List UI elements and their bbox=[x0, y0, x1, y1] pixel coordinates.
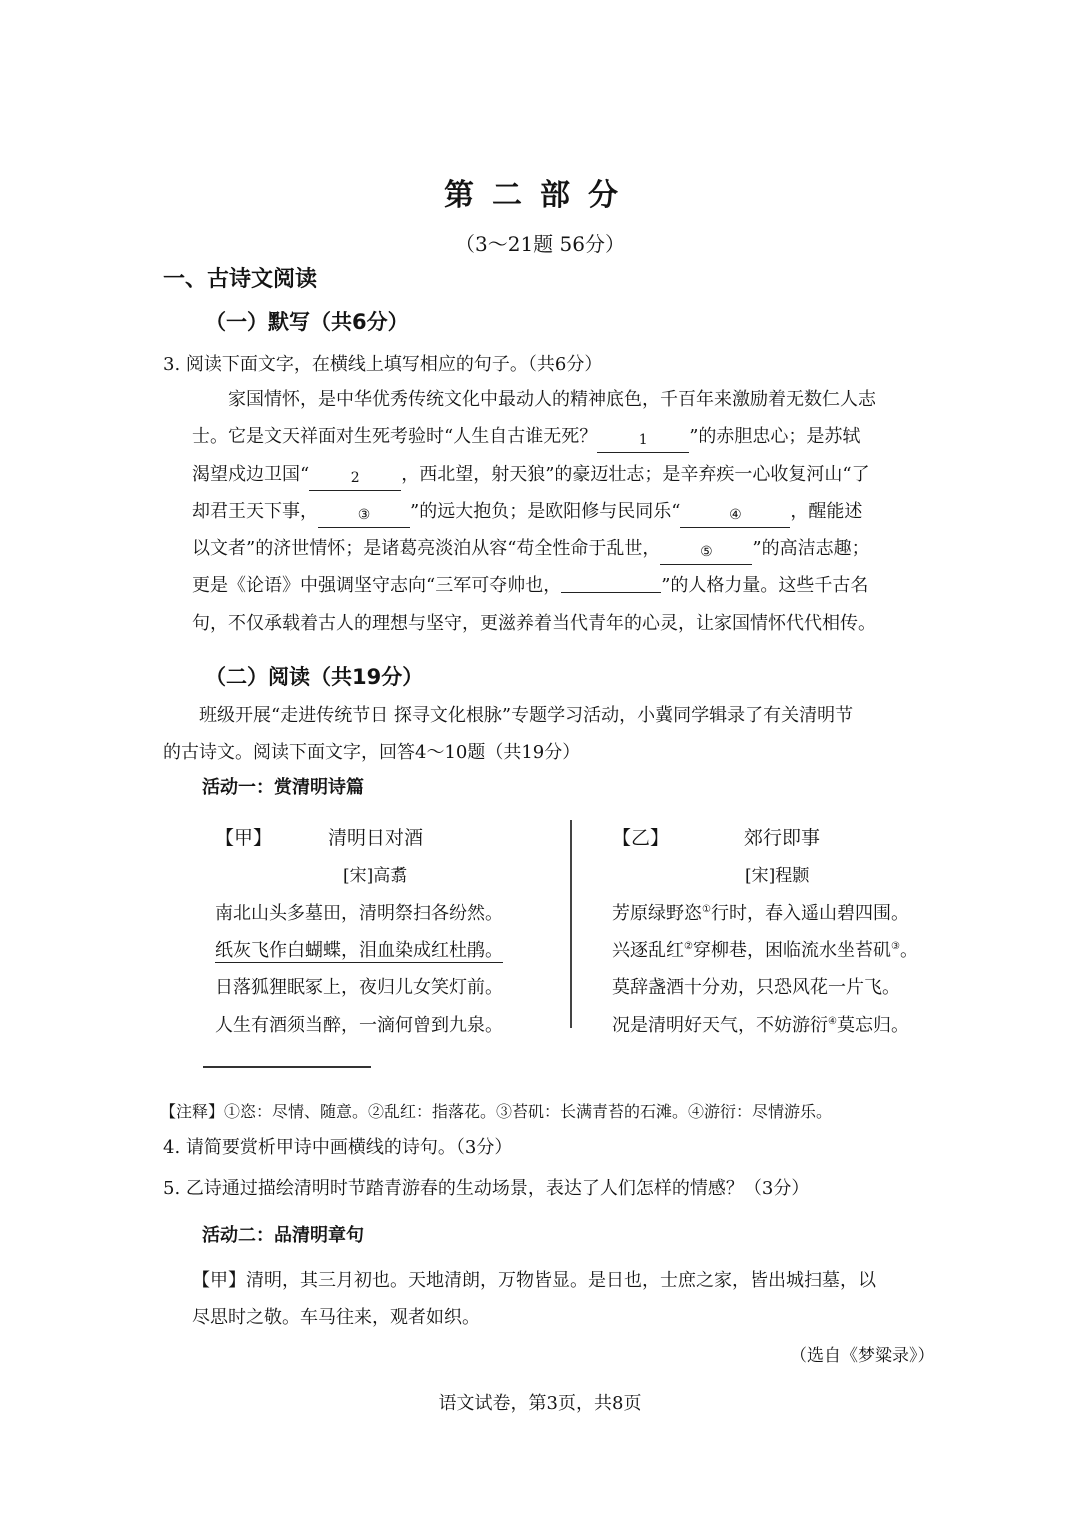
prose-line: 尽思时之敬。车马往来，观者如织。 bbox=[192, 1307, 480, 1329]
activity-one-heading: 活动一：赏清明诗篇 bbox=[202, 777, 364, 798]
subsection-reading: （二）阅读（共19分） bbox=[205, 665, 424, 689]
passage-line bbox=[192, 418, 972, 455]
passage-text: 渴望戍边卫国“ bbox=[192, 463, 310, 485]
answer-blank-3[interactable]: ③ bbox=[318, 505, 410, 528]
poem-a-author: [宋]高翥 bbox=[343, 866, 408, 886]
underlined-verse: 纸灰飞作白蝴蝶，泪血染成红杜鹃。 bbox=[215, 940, 503, 961]
passage-text: 却君王天下事， bbox=[192, 500, 318, 522]
answer-blank-1[interactable]: 1 bbox=[597, 430, 689, 453]
passage-line: 句，不仅承载着古人的理想与坚守，更滋养着当代青年的心灵，让家国情怀代代相传。 bbox=[192, 612, 876, 634]
page-footer: 语文试卷，第3页，共8页 bbox=[438, 1393, 642, 1414]
passage-text: ，西北望，射天狼”的豪迈壮志；是辛弃疾一心收复河山“了 bbox=[401, 463, 870, 485]
passage-line: 家国情怀，是中华优秀传统文化中最动人的精神底色，千百年来激励着无数仁人志 bbox=[228, 389, 876, 410]
poem-b-author: [宋]程颢 bbox=[745, 866, 810, 886]
passage-line bbox=[192, 567, 972, 604]
poem-a-line-underlined bbox=[215, 936, 503, 962]
prose-line: 【甲】清明，其三月初也。天地清朗，万物皆显。是日也，士庶之家，皆出城扫墓，以 bbox=[192, 1270, 876, 1291]
reading-intro bbox=[163, 697, 853, 772]
poem-b-line: 莫辞盏酒十分劝，只恐风花一片飞。 bbox=[612, 977, 900, 998]
poem-a-line: 南北山头多墓田，清明祭扫各纷然。 bbox=[215, 903, 503, 924]
part-title: 第二部分 bbox=[444, 178, 636, 213]
section-heading-ancient-poetry: 一、古诗文阅读 bbox=[163, 267, 318, 292]
prose-source: （选自《梦粱录》） bbox=[790, 1346, 935, 1366]
poem-a-line: 人生有酒须当醉，一滴何曾到九泉。 bbox=[215, 1015, 503, 1036]
poem-annotations: 【注释】①恣：尽情、随意。②乱红：指落花。③苔矶：长满青苔的石滩。④游衍：尽情游乐。 bbox=[160, 1102, 833, 1121]
passage-text: 士。它是文天祥面对生死考验时“人生自古谁无死？ bbox=[192, 426, 598, 448]
part-subtitle: （3～21题 56分） bbox=[455, 232, 625, 256]
poem-b-line: 兴逐乱红②穿柳巷，困临流水坐苔矶③。 bbox=[612, 940, 918, 961]
subsection-dictation: （一）默写（共6分） bbox=[205, 310, 409, 334]
answer-blank-4[interactable]: ④ bbox=[680, 505, 790, 528]
question-4: 4. 请简要赏析甲诗中画横线的诗句。（3分） bbox=[163, 1137, 513, 1158]
passage-text: ，醒能述 bbox=[790, 500, 863, 522]
passage-line bbox=[192, 493, 972, 530]
poem-b-line: 况是清明好天气，不妨游衍④莫忘归。 bbox=[612, 1015, 909, 1036]
question-3-passage bbox=[192, 381, 972, 642]
prose-passage bbox=[192, 1262, 876, 1337]
passage-line bbox=[192, 530, 972, 567]
passage-text: ”的远大抱负；是欧阳修与民同乐“ bbox=[410, 500, 681, 522]
question-3-prompt: 3. 阅读下面文字，在横线上填写相应的句子。（共6分） bbox=[163, 354, 603, 375]
poem-a-line: 日落狐狸眠冢上，夜归儿女笑灯前。 bbox=[215, 977, 503, 998]
poem-a-title: 清明日对酒 bbox=[328, 827, 424, 849]
intro-line: 班级开展“走进传统节日 探寻文化根脉”专题学习活动，小冀同学辑录了有关清明节 bbox=[199, 705, 854, 726]
poem-b-line: 芳原绿野恣①行时，春入遥山碧四围。 bbox=[612, 903, 909, 924]
passage-text: ”的高洁志趣； bbox=[752, 538, 870, 560]
poem-b-tag: 【乙】 bbox=[612, 827, 670, 849]
question-5: 5. 乙诗通过描绘清明时节踏青游春的生动场景，表达了人们怎样的情感？（3分） bbox=[163, 1178, 810, 1199]
intro-line: 的古诗文。阅读下面文字，回答4～10题（共19分） bbox=[163, 742, 581, 764]
poem-divider bbox=[570, 820, 572, 1028]
passage-text: ”的赤胆忠心；是苏轼 bbox=[689, 426, 861, 448]
passage-text: 以文者”的济世情怀；是诸葛亮淡泊从容“苟全性命于乱世， bbox=[192, 538, 661, 560]
answer-blank-2[interactable]: 2 bbox=[309, 468, 401, 491]
poem-b-title: 郊行即事 bbox=[744, 827, 821, 849]
passage-line bbox=[192, 456, 972, 493]
passage-text: 更是《论语》中强调坚守志向“三军可夺帅也， bbox=[192, 575, 562, 597]
answer-blank-5[interactable]: ⑤ bbox=[660, 542, 752, 565]
poem-a-tag: 【甲】 bbox=[215, 827, 273, 849]
passage-text: ”的人格力量。这些千古名 bbox=[661, 575, 869, 597]
activity-two-heading: 活动二：品清明章句 bbox=[202, 1225, 364, 1246]
footnote-divider bbox=[203, 1066, 371, 1068]
answer-blank-6[interactable] bbox=[561, 570, 661, 593]
